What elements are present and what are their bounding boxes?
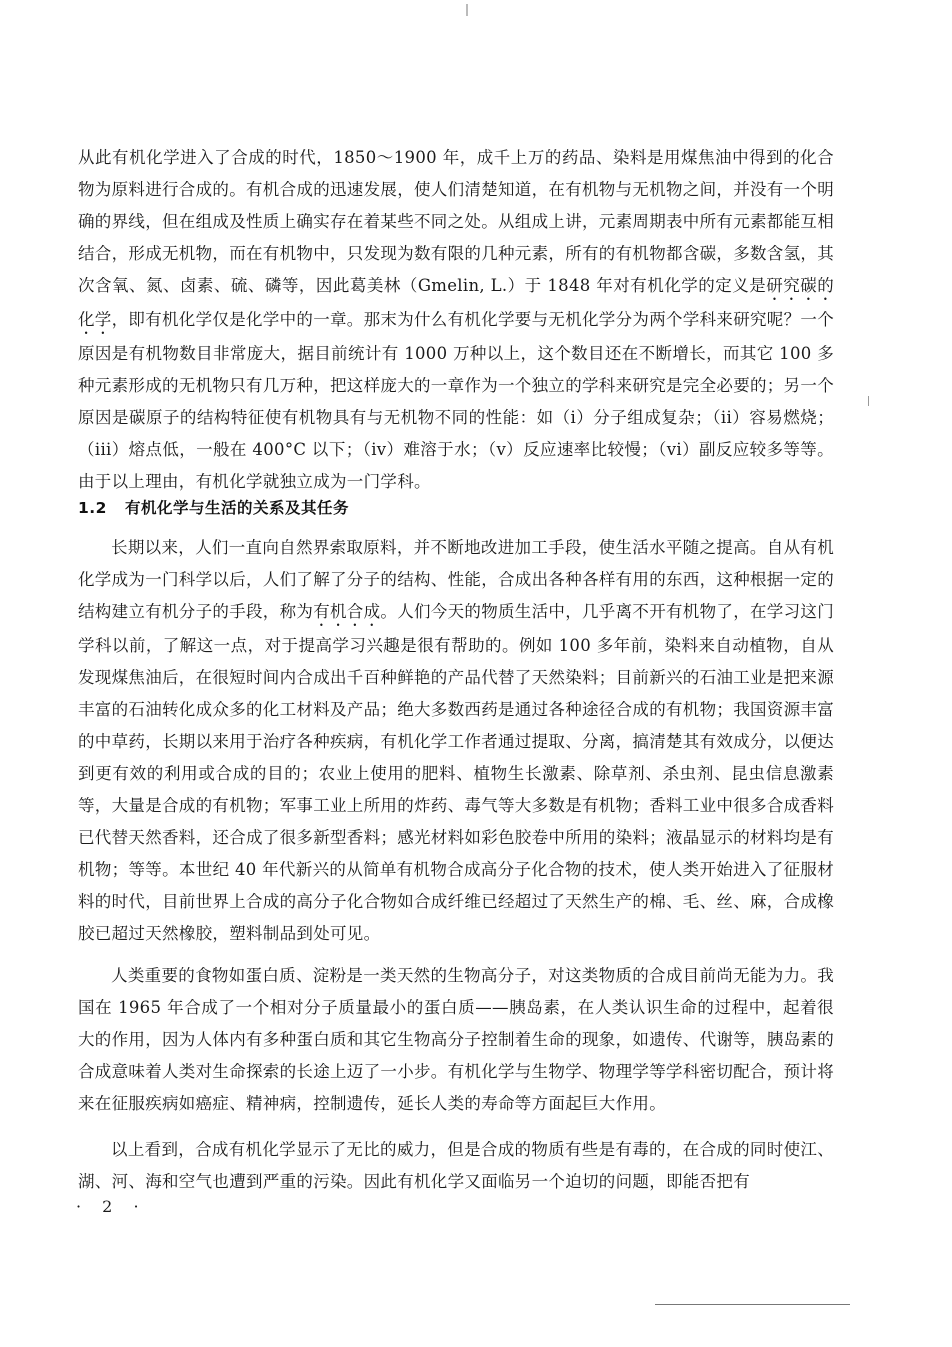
paragraph-organic-synthesis-in-life — [78, 532, 834, 950]
paragraph-biopolymers: 人类重要的食物如蛋白质、淀粉是一类天然的生物高分子，对这类物质的合成目前尚无能为力。我国在 1965 年合成了一个相对分子质量最小的蛋白质——胰岛素，在人类认识生命的过程中，起着很大的作用，因为人体内有多种蛋白质和其它生物高分子控制着生命的现象，如遗传、代谢等，胰岛素的合成意味着人类对生命探索的长途上迈了一小步。有机化学与生物学、物理学等学科密切配合，预计将来在征服疾病如癌症、精神病，控制遗传，延长人类的寿命等方面起巨大作用。 — [78, 966, 834, 1113]
paragraph-text: 长期以来，人们一直向自然界索取原料，并不断地改进加工手段，使生活水平随之提高。自从有机化学成为一门科学以后，人们了解了分子的结构、性能，合成出各种各样有用的东西，这种根据一定的结构建立有机分子的手段，称为 — [78, 538, 834, 621]
paragraph-text: ，即有机化学仅是化学中的一章。那末为什么有机化学要与无机化学分为两个学科来研究呢？一个原因是有机物数目非常庞大，据目前统计有 1000 万种以上，这个数目还在不断增长，而其它 100 多种元素形成的无机物只有几万种，把这样庞大的一章作为一个独立的学科来研究是完全必要的；另一个原因是碳原子的结构特征使有机物具有与无机物不同的性能：如（i）分子组成复杂；（ii）容易燃烧；（iii）熔点低，一般在 400°C 以下；（iv）难溶于水；（v）反应速率比较慢；（vi）副反应较多等等。由于以上理由，有机化学就独立成为一门学科。 — [78, 310, 835, 491]
paragraph-text: 。人们今天的物质生活中，几乎离不开有机物了，在学习这门学科以前，了解这一点，对于提高学习兴趣是很有帮助的。例如 100 多年前，染料来自动植物，自从发现煤焦油后，在很短时间内合成出千百种鲜艳的产品代替了天然染料；目前新兴的石油工业是把来源丰富的石油转化成众多的化工材料及产品；绝大多数西药是通过各种途径合成的有机物；我国资源丰富的中草药，长期以来用于治疗各种疾病，有机化学工作者通过提取、分离，搞清楚其有效成分，以便达到更有效的利用或合成的目的；农业上使用的肥料、植物生长激素、除草剂、杀虫剂、昆虫信息激素等，大量是合成的有机物；军事工业上所用的炸药、毒气等大多数是有机物；香料工业中很多合成香料已代替天然香料，还合成了很多新型香料；感光材料如彩色胶卷中所用的染料；液晶显示的材料均是有机物；等等。本世纪 40 年代新兴的从简单有机物合成高分子化合物的技术，使人类开始进入了征服材料的时代，目前世界上合成的高分子化合物如合成纤维已经超过了天然生产的棉、毛、丝、麻，合成橡胶已超过天然橡胶，塑料制品到处可见。 — [78, 602, 835, 943]
emphasized-term: 有机合成 — [313, 602, 381, 621]
scan-artifact-line — [655, 1304, 850, 1305]
scan-mark-top — [466, 4, 468, 16]
section-number: 1.2 — [78, 499, 107, 517]
paragraph-text: 从此有机化学进入了合成的时代，1850～1900 年，成千上万的药品、染料是用煤焦油中得到的化合物为原料进行合成的。有机合成的迅速发展，使人们清楚知道，在有机物与无机物之间，并没有一个明确的界线，但在组成及性质上确实存在着某些不同之处。从组成上讲，元素周期表中所有元素都能互相结合，形成无机物，而在有机物中，只发现为数有限的几种元素，所有的有机物都含碳，多数含氢，其次含氧、氮、卤素、硫、磷等，因此葛美林（Gmelin, L.）于 1848 年对有机化学的定义是 — [78, 148, 834, 295]
section-title: 有机化学与生活的关系及其任务 — [124, 499, 349, 517]
scan-mark-right — [868, 396, 869, 406]
page-number: · 2 · — [76, 1197, 147, 1216]
section-heading — [78, 496, 349, 518]
paragraph-pollution: 以上看到，合成有机化学显示了无比的威力，但是合成的物质有些是有毒的，在合成的同时使江、湖、河、海和空气也遭到严重的污染。因此有机化学又面临另一个迫切的问题，即能否把有 — [78, 1140, 834, 1191]
emphasized-term: 研究碳的化学 — [78, 276, 834, 329]
paragraph-origin-of-organic-synthesis — [78, 142, 834, 498]
